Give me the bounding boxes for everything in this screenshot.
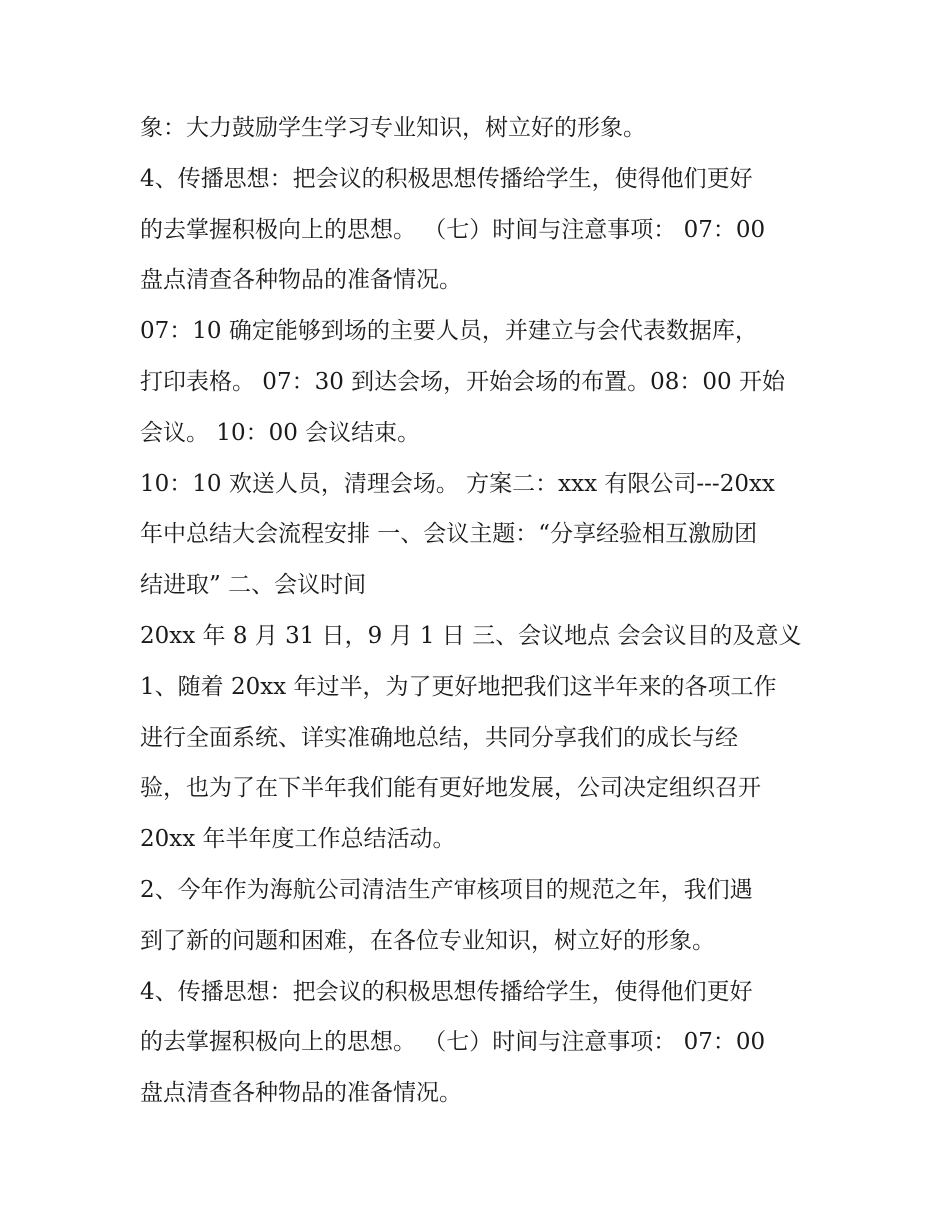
text-line: 到了新的问题和困难，在各位专业知识，树立好的形象。	[140, 927, 715, 954]
text-line: 4、传播思想：把会议的积极思想传播给学生，使得他们更好	[140, 165, 753, 192]
text-line: 10：10 欢送人员，清理会场。 方案二：xxx 有限公司---20xx	[140, 470, 775, 497]
text-line: 进行全面系统、详实准确地总结，共同分享我们的成长与经	[140, 724, 738, 751]
text-line: 20xx 年半年度工作总结活动。	[140, 826, 456, 853]
text-line: 盘点清查各种物品的准备情况。	[140, 267, 462, 294]
text-line: 打印表格。 07：30 到达会场，开始会场的布置。08：00 开始	[140, 368, 785, 395]
text-line: 2、今年作为海航公司清洁生产审核项目的规范之年，我们遇	[140, 876, 753, 903]
text-line: 的去掌握积极向上的思想。 （七）时间与注意事项： 07：00	[140, 216, 766, 243]
text-line: 象：大力鼓励学生学习专业知识，树立好的形象。	[140, 115, 646, 141]
text-line: 年中总结大会流程安排 一、会议主题：“分享经验相互激励团	[140, 521, 758, 548]
text-line: 07：10 确定能够到场的主要人员，并建立与会代表数据库，	[140, 318, 758, 345]
text-line: 会议。 10：00 会议结束。	[140, 419, 421, 446]
text-line: 20xx 年 8 月 31 日，9 月 1 日 三、会议地点 会会议目的及意义	[140, 622, 802, 649]
text-line: 验，也为了在下半年我们能有更好地发展，公司决定组织召开	[140, 775, 761, 802]
text-line: 结进取” 二、会议时间	[140, 572, 367, 599]
text-line: 1、随着 20xx 年过半，为了更好地把我们这半年来的各项工作	[140, 673, 777, 700]
document-body	[140, 103, 830, 1119]
text-line: 4、传播思想：把会议的积极思想传播给学生，使得他们更好	[140, 978, 753, 1005]
text-line: 盘点清查各种物品的准备情况。	[140, 1080, 462, 1107]
text-line: 的去掌握积极向上的思想。 （七）时间与注意事项： 07：00	[140, 1029, 766, 1056]
